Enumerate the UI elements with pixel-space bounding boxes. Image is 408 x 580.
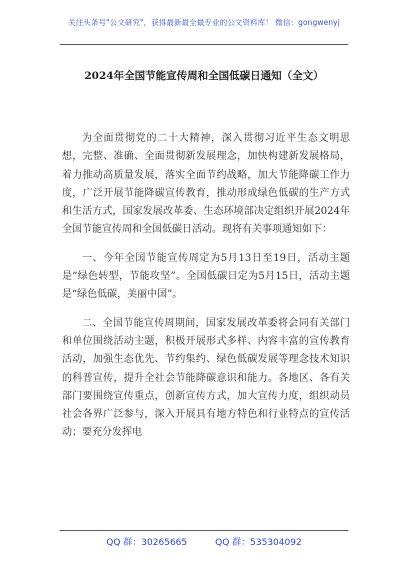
header-banner: 关注头条号"公文研究"，获得最新最全最专业的公文资料库！ 微信：gongwenyj xyxy=(68,18,340,27)
footer-qq-group-2: QQ 群：535304092 xyxy=(215,538,302,548)
document-title: 2024年全国节能宣传周和全国低碳日通知（全文） xyxy=(84,70,324,82)
paragraph-intro: 为全面贯彻党的二十大精神，深入贯彻习近平生态文明思想，完整、准确、全面贯彻新发展理念，加快构建新发展格局，着力推动高质量发展，落实全面节约战略，加大节能降碳工作力度，广泛开展节能降碳宣传教育，推动形成绿色低碳的生产方式和生活方式，国家发展改革委、生态环境部决定组织开展2024年全国节能宣传周和全国低碳日活动。现将有关事项通知如下： xyxy=(62,133,350,236)
paragraph-item-1: 一、今年全国节能宣传周定为5月13日至19日，活动主题是“绿色转型，节能攻坚”。全国低碳日定为5月15日，活动主题是“绿色低碳，美丽中国”。 xyxy=(62,252,350,301)
paragraph-item-2: 二、全国节能宣传周期间，国家发展改革委将会同有关部门和单位围绕活动主题，积极开展形式多样、内容丰富的宣传教育活动，加强生态优先、节约集约、绿色低碳发展等理念技术知识的科普宣传，提升全社会节能降碳意识和能力。各地区、各有关部门要围绕宣传重点，创新宣传方式，加大宣传力度，组织动员社会各界广泛参与，深入开展具有地方特色和行业特点的宣传活动；要充分发挥电 xyxy=(62,317,350,439)
document-body xyxy=(62,130,350,453)
footer-divider xyxy=(60,530,348,531)
footer-qq-group-1: QQ 群：30265665 xyxy=(106,538,188,548)
header-divider xyxy=(60,44,348,45)
footer-contact xyxy=(0,535,408,548)
